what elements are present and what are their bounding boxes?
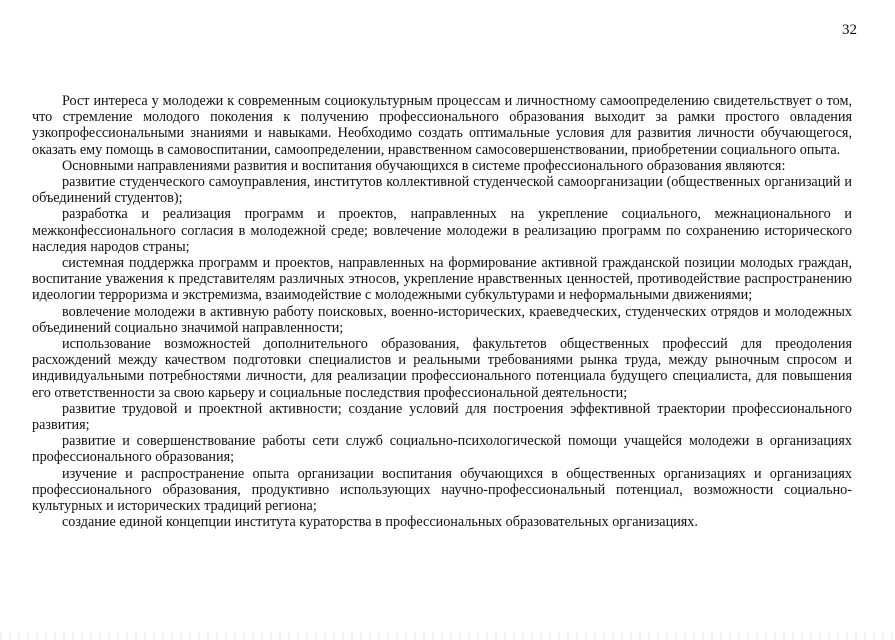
list-item: системная поддержка программ и проектов, направленных на формирование активной гражданской позиции молодых граждан, воспитание уважения к представителям различных этносов, укрепление нравственных ценностей, противодействие распространению идеологии терроризма и экстремизма, взаимодействие с молодежными субкультурами и неформальными движениями;: [32, 255, 852, 304]
list-item: вовлечение молодежи в активную работу поисковых, военно-исторических, краеведческих, студенческих отрядов и молодежных объединений социально значимой направленности;: [32, 303, 852, 336]
paragraph-intro: Рост интереса у молодежи к современным социокультурным процессам и личностному самоопределению свидетельствует о том, что стремление молодого поколения к получению профессионального образования выходит за рамки простого овладения узкопрофессиональными знаниями и навыками. Необходимо создать оптимальные условия для развития личности обучающегося, оказать ему помощь в самовоспитании, самоопределении, нравственном самосовершенствовании, приобретении социального опыта.: [32, 93, 852, 158]
list-item: использование возможностей дополнительного образования, факультетов общественных профессий для преодоления расхождений между качеством подготовки специалистов и реальными требованиями рынка труда, между рыночным спросом и индивидуальными потребностями личности, для реализации профессионального потенциала будущего специалиста, для повышения его ответственности за свою карьеру и социальные последствия профессиональной деятельности;: [32, 336, 852, 401]
list-item: развитие студенческого самоуправления, институтов коллективной студенческой самоорганизации (общественных организаций и объединений студентов);: [32, 174, 852, 207]
list-item: изучение и распространение опыта организации воспитания обучающихся в общественных организациях и организациях профессионального образования, продуктивно использующих научно-профессиональный потенциал, возможности социально-культурных и исторических традиций региона;: [32, 465, 852, 515]
page-number: 32: [842, 22, 857, 38]
document-body: [32, 93, 852, 530]
list-item: разработка и реализация программ и проектов, направленных на укрепление социального, межнационального и межконфессионального согласия в молодежной среде; вовлечение молодежи в реализацию программ по сохранению исторического наследия народов страны;: [32, 206, 852, 255]
paragraph-directions-lead: Основными направлениями развития и воспитания обучающихся в системе профессионального образования являются:: [62, 157, 786, 174]
list-item: развитие и совершенствование работы сети служб социально-психологической помощи учащейся молодежи в организациях профессионального образования;: [32, 433, 852, 466]
list-item: развитие трудовой и проектной активности; создание условий для построения эффективной траектории профессионального развития;: [32, 400, 852, 434]
scan-artifact-strip: [0, 632, 895, 640]
list-item: создание единой концепции института кураторства в профессиональных образовательных организациях.: [62, 514, 698, 531]
